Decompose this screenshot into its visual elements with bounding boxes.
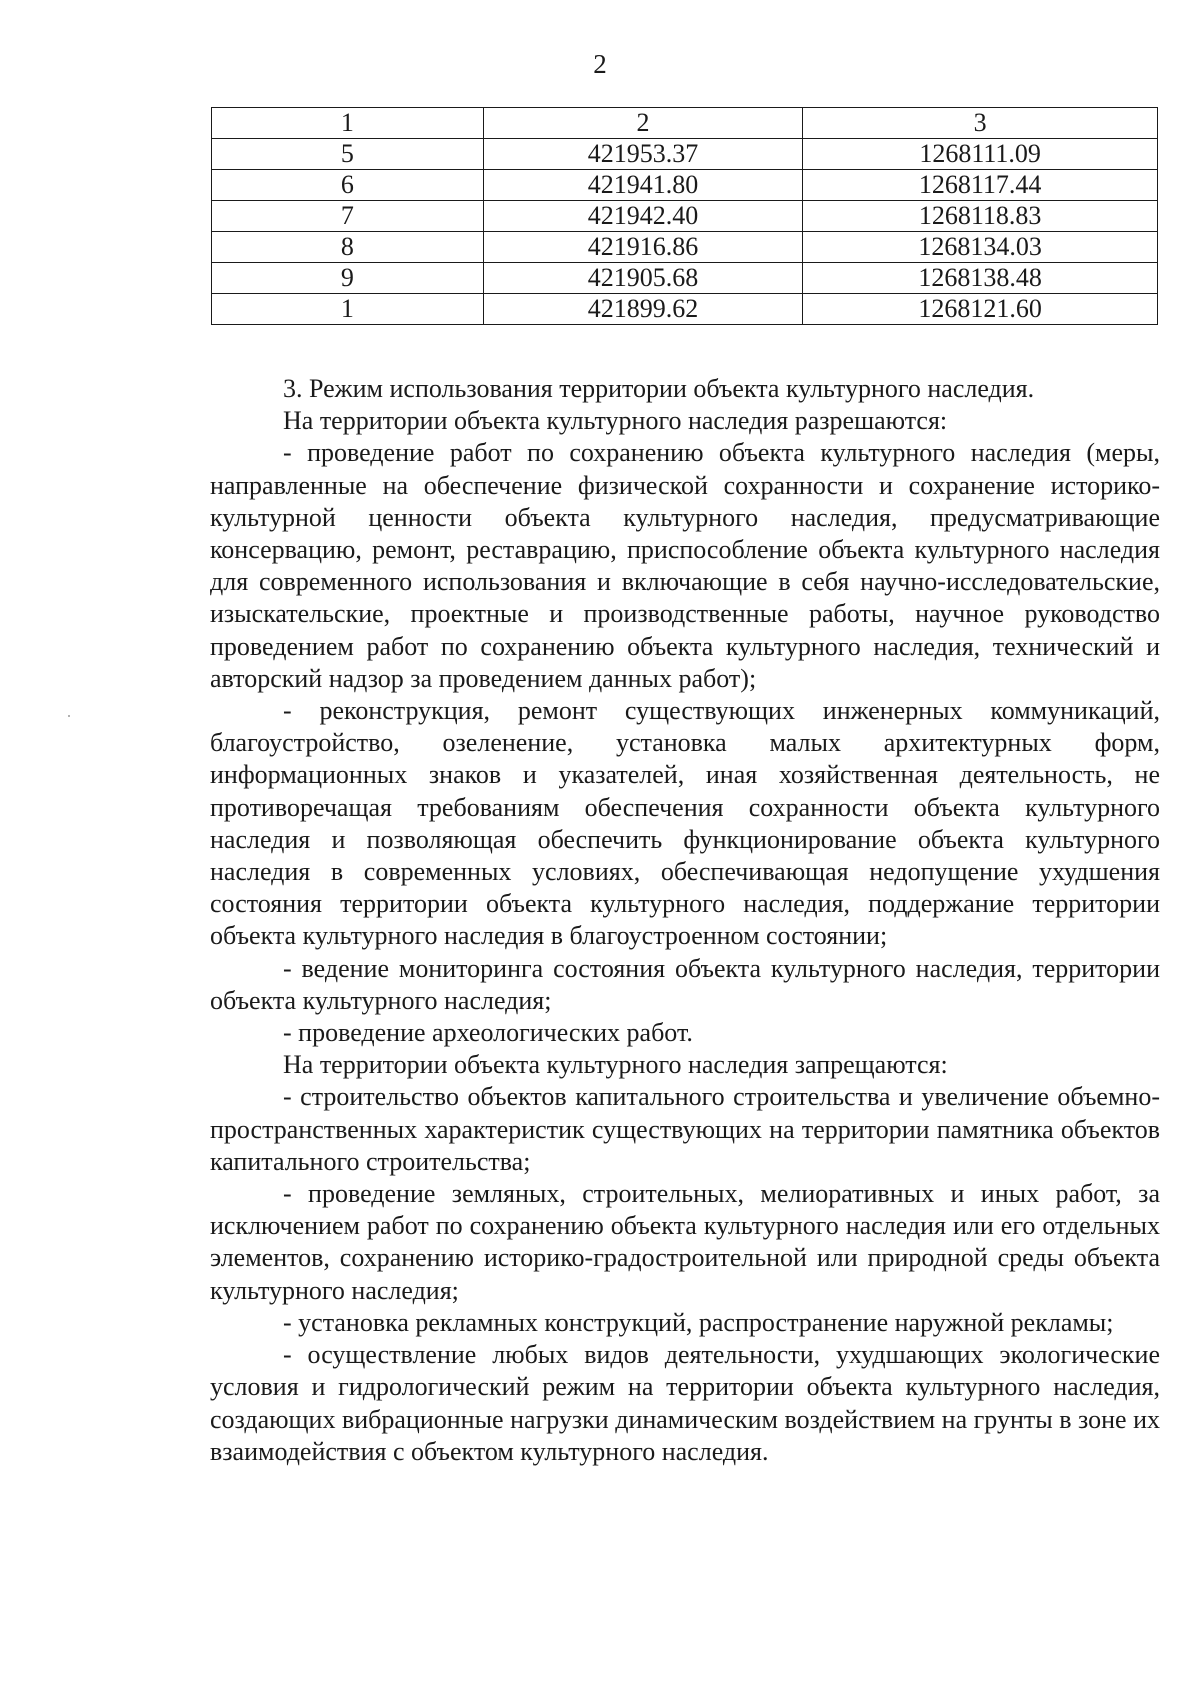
coordinate-x-cell: 421905.68 <box>483 263 803 294</box>
table-row <box>212 201 1158 232</box>
page-number: 2 <box>593 49 607 79</box>
table-row <box>212 170 1158 201</box>
coordinate-y-cell: 1268134.03 <box>803 232 1158 263</box>
coordinate-x-cell: 421899.62 <box>483 294 803 325</box>
table-row <box>212 232 1158 263</box>
paragraph-allowed-intro: На территории объекта культурного наследия разрешаются: <box>283 406 948 436</box>
coordinate-y-cell: 1268121.60 <box>803 294 1158 325</box>
document-body <box>210 373 1160 1468</box>
section-heading: 3. Режим использования территории объекта культурного наследия. <box>283 374 1035 403</box>
list-item: - осуществление любых видов деятельности, ухудшающих экологические условия и гидрологический режим на территории объекта культурного наследия, создающих вибрационные нагрузки динамическим воздействием на грунты в зоне их взаимодействия с объектом культурного наследия. <box>210 1340 1160 1466</box>
list-item: - проведение археологических работ. <box>283 1018 693 1048</box>
table-header-cell: 3 <box>803 108 1158 139</box>
table-header-cell: 2 <box>483 108 803 139</box>
coordinate-x-cell: 421941.80 <box>483 170 803 201</box>
list-item: - установка рекламных конструкций, распространение наружной рекламы; <box>283 1307 1114 1337</box>
coordinate-x-cell: 421916.86 <box>483 232 803 263</box>
list-item: - проведение земляных, строительных, мелиоративных и иных работ, за исключением работ по сохранению объекта культурного наследия или его отдельных элементов, сохранению историко-градостроительной или природной среды объекта культурного наследия; <box>210 1179 1160 1305</box>
coordinates-table <box>211 107 1158 325</box>
list-item: - строительство объектов капитального строительства и увеличение объемно-пространственных характеристик существующих на территории памятника объектов капитального строительства; <box>210 1082 1160 1176</box>
point-number-cell: 6 <box>212 170 484 201</box>
scan-speck <box>68 715 70 717</box>
point-number-cell: 8 <box>212 232 484 263</box>
table-row <box>212 263 1158 294</box>
coordinate-x-cell: 421942.40 <box>483 201 803 232</box>
point-number-cell: 9 <box>212 263 484 294</box>
table-row <box>212 139 1158 170</box>
table-row <box>212 294 1158 325</box>
list-item: - реконструкция, ремонт существующих инженерных коммуникаций, благоустройство, озеленение, установка малых архитектурных форм, информационных знаков и указателей, иная хозяйственная деятельность, не противоречащая требованиям обеспечения сохранности объекта культурного наследия и позволяющая обеспечить функционирование объекта культурного наследия в современных условиях, обеспечивающая недопущение ухудшения состояния территории объекта культурного наследия, поддержание территории объекта культурного наследия в благоустроенном состоянии; <box>210 696 1160 951</box>
coordinate-y-cell: 1268117.44 <box>803 170 1158 201</box>
coordinate-x-cell: 421953.37 <box>483 139 803 170</box>
list-item: - проведение работ по сохранению объекта культурного наследия (меры, направленные на обеспечение физической сохранности и сохранение историко-культурной ценности объекта культурного наследия, предусматривающие консервацию, ремонт, реставрацию, приспособление объекта культурного наследия для современного использования и включающие в себя научно-исследовательские, изыскательские, проектные и производственные работы, научное руководство проведением работ по сохранению объекта культурного наследия, технический и авторский надзор за проведением данных работ); <box>210 438 1160 693</box>
point-number-cell: 1 <box>212 294 484 325</box>
coordinate-y-cell: 1268111.09 <box>803 139 1158 170</box>
coordinate-y-cell: 1268138.48 <box>803 263 1158 294</box>
point-number-cell: 7 <box>212 201 484 232</box>
list-item: - ведение мониторинга состояния объекта культурного наследия, территории объекта культурного наследия; <box>210 953 1160 1015</box>
point-number-cell: 5 <box>212 139 484 170</box>
paragraph-prohibited-intro: На территории объекта культурного наследия запрещаются: <box>283 1050 948 1080</box>
coordinate-y-cell: 1268118.83 <box>803 201 1158 232</box>
table-header-row <box>212 108 1158 139</box>
table-header-cell: 1 <box>212 108 484 139</box>
